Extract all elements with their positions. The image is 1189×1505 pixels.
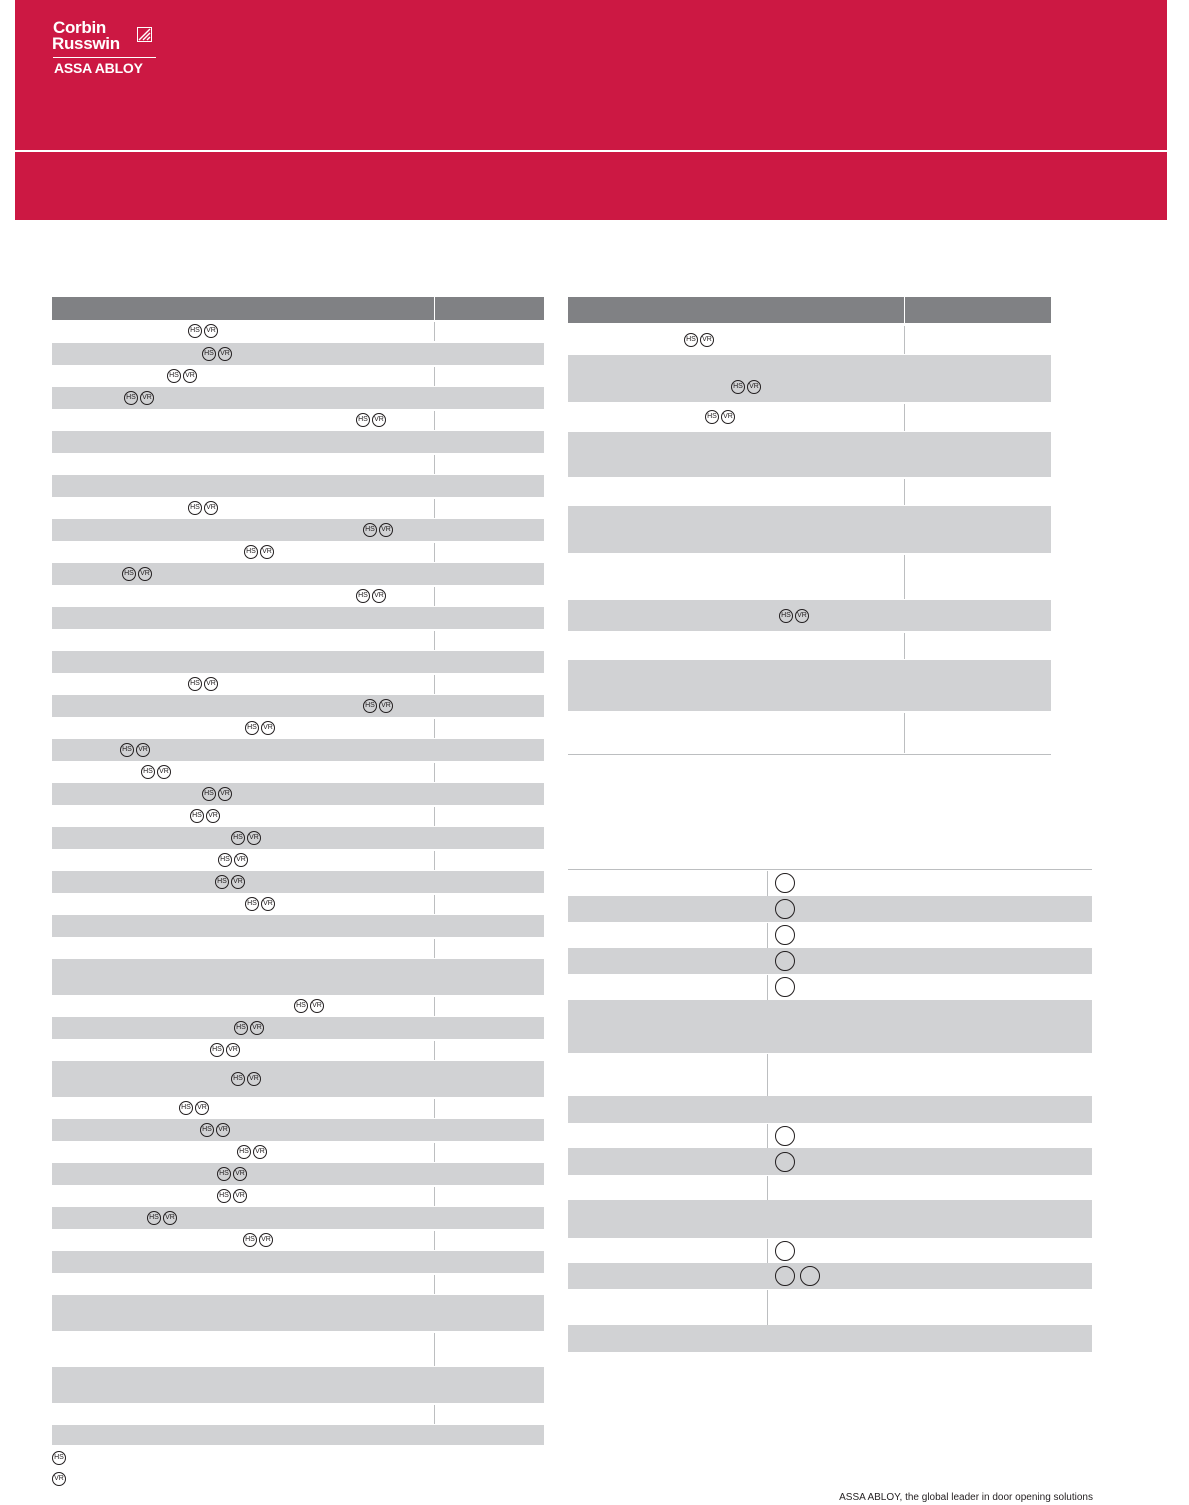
column-divider <box>434 1333 435 1366</box>
column-divider <box>434 543 435 562</box>
hs-icon: HS <box>294 999 308 1013</box>
column-divider <box>434 939 435 958</box>
hs-vr-icons <box>188 501 218 515</box>
vr-icon: VR <box>247 1072 261 1086</box>
table-row <box>568 1148 1092 1175</box>
hs-icon: HS <box>147 1211 161 1225</box>
hs-vr-icons <box>217 1167 247 1181</box>
hs-icon: HS <box>122 567 136 581</box>
table-row <box>52 1017 544 1039</box>
vr-icon: VR <box>138 567 152 581</box>
hs-icon: HS <box>124 391 138 405</box>
hs-vr-icons <box>202 347 232 361</box>
empty-circle-marker <box>775 1152 795 1172</box>
hs-icon: HS <box>188 501 202 515</box>
hs-vr-icons <box>731 380 761 394</box>
table-row <box>52 1119 544 1141</box>
empty-circle-marker <box>775 977 795 997</box>
hs-icon: HS <box>705 410 719 424</box>
hs-vr-icons <box>179 1101 209 1115</box>
hs-vr-icons <box>705 410 735 424</box>
vr-icon: VR <box>136 743 150 757</box>
empty-circle-marker <box>775 925 795 945</box>
column-divider <box>904 479 905 505</box>
vr-icon: VR <box>247 831 261 845</box>
table-row <box>52 607 544 629</box>
vr-icon: VR <box>204 324 218 338</box>
table-row <box>568 1325 1092 1352</box>
column-divider <box>434 763 435 782</box>
table-row <box>52 497 544 519</box>
table-row <box>568 1053 1092 1096</box>
table-row <box>52 585 544 607</box>
hs-icon: HS <box>210 1043 224 1057</box>
table-row <box>52 431 544 453</box>
column-divider <box>434 322 435 341</box>
vr-icon: VR <box>157 765 171 779</box>
hs-vr-icons <box>231 831 261 845</box>
vr-icon: VR <box>206 809 220 823</box>
hs-vr-icons <box>188 677 218 691</box>
vr-icon: VR <box>140 391 154 405</box>
hs-vr-icons <box>234 1021 264 1035</box>
column-divider <box>434 895 435 914</box>
table-row <box>52 871 544 893</box>
table-row <box>52 651 544 673</box>
table-row <box>52 1163 544 1185</box>
table-row <box>568 324 1051 355</box>
hs-icon: HS <box>684 333 698 347</box>
table-row <box>52 1097 544 1119</box>
column-divider <box>767 1124 768 1148</box>
column-divider <box>904 633 905 659</box>
hs-vr-icons <box>167 369 197 383</box>
hs-vr-icons <box>294 999 324 1013</box>
vr-icon: VR <box>747 380 761 394</box>
column-divider <box>767 975 768 1000</box>
table-row <box>568 974 1092 1000</box>
hs-vr-icons <box>779 609 809 623</box>
hs-vr-icons <box>200 1123 230 1137</box>
table-header <box>52 297 544 320</box>
vr-icon: VR <box>372 589 386 603</box>
vr-icon: VR <box>310 999 324 1013</box>
vr-icon: VR <box>250 1021 264 1035</box>
column-divider <box>767 1239 768 1263</box>
hs-vr-icons <box>217 1189 247 1203</box>
hs-icon: HS <box>243 1233 257 1247</box>
column-divider <box>434 1041 435 1060</box>
hs-icon: HS <box>215 875 229 889</box>
table-row <box>52 320 544 342</box>
hs-icon: HS <box>234 1021 248 1035</box>
vr-icon: VR <box>183 369 197 383</box>
table-row <box>52 343 544 365</box>
hs-vr-icons <box>147 1211 177 1225</box>
logo-mark-icon <box>137 27 152 42</box>
hs-icon: HS <box>120 743 134 757</box>
column-divider <box>434 807 435 826</box>
table-row <box>568 631 1051 660</box>
table-row <box>568 506 1051 553</box>
column-divider <box>434 1187 435 1206</box>
hs-vr-icons <box>188 324 218 338</box>
hs-icon: HS <box>245 721 259 735</box>
table-row <box>52 541 544 563</box>
table-row <box>568 711 1051 754</box>
column-divider <box>434 587 435 606</box>
column-divider <box>434 1099 435 1118</box>
hs-icon: HS <box>244 545 258 559</box>
vr-icon: VR <box>259 1233 273 1247</box>
vr-icon: VR <box>372 413 386 427</box>
vr-icon: VR <box>721 410 735 424</box>
hs-vr-icons <box>124 391 154 405</box>
table-row <box>568 1289 1092 1325</box>
vr-icon: VR <box>163 1211 177 1225</box>
table-row <box>568 1263 1092 1289</box>
hs-vr-icons <box>684 333 714 347</box>
table-row <box>568 553 1051 600</box>
empty-circle-marker <box>775 1266 795 1286</box>
hs-icon: HS <box>217 1167 231 1181</box>
vr-icon: VR <box>218 347 232 361</box>
table-row <box>52 827 544 849</box>
table-row <box>52 959 544 995</box>
hs-icon: HS <box>188 677 202 691</box>
column-divider <box>434 1405 435 1424</box>
table-row <box>52 1367 544 1403</box>
column-divider <box>767 1054 768 1096</box>
table-row <box>52 893 544 915</box>
vr-icon: VR <box>231 875 245 889</box>
table-row <box>568 1096 1092 1123</box>
table-row <box>568 1200 1092 1238</box>
vr-icon: VR <box>379 699 393 713</box>
table-row <box>568 600 1051 631</box>
table-row <box>568 402 1051 432</box>
hs-vr-icons <box>120 743 150 757</box>
hs-vr-icons <box>243 1233 273 1247</box>
hs-icon: HS <box>200 1123 214 1137</box>
vr-icon: VR <box>795 609 809 623</box>
table-row <box>52 1403 544 1425</box>
column-divider <box>904 297 905 323</box>
column-divider <box>767 923 768 948</box>
table-row <box>52 519 544 541</box>
table-row <box>52 1295 544 1331</box>
table-row <box>568 1000 1092 1053</box>
table-row <box>52 761 544 783</box>
column-divider <box>434 631 435 650</box>
table-row <box>52 1207 544 1229</box>
hs-vr-icons <box>245 897 275 911</box>
vr-icon: VR <box>233 1189 247 1203</box>
table-row <box>568 1175 1092 1200</box>
column-divider <box>767 1290 768 1325</box>
hs-icon: HS <box>363 523 377 537</box>
table-row <box>52 365 544 387</box>
hs-vr-icons <box>231 1072 261 1086</box>
table-row <box>52 1331 544 1367</box>
vr-icon: VR <box>234 853 248 867</box>
vr-icon: VR <box>204 501 218 515</box>
vr-icon: VR <box>379 523 393 537</box>
logo-text-assa-abloy: ASSA ABLOY <box>54 60 143 76</box>
table-row <box>52 453 544 475</box>
vr-icon: VR <box>700 333 714 347</box>
hs-vr-icons <box>122 567 152 581</box>
hs-icon: HS <box>363 699 377 713</box>
column-divider <box>767 871 768 896</box>
empty-circle-marker <box>775 899 795 919</box>
hs-icon: HS <box>237 1145 251 1159</box>
vr-icon: VR <box>204 677 218 691</box>
column-divider <box>434 1275 435 1294</box>
column-divider <box>434 675 435 694</box>
table-row <box>568 432 1051 477</box>
hs-vr-icons <box>363 699 393 713</box>
column-divider <box>904 326 905 354</box>
table-row <box>568 896 1092 922</box>
hs-icon: HS <box>356 589 370 603</box>
vr-icon: VR <box>253 1145 267 1159</box>
hs-icon: HS <box>188 324 202 338</box>
column-divider <box>434 455 435 474</box>
column-divider <box>434 499 435 518</box>
legend-hs-icon: HS <box>52 1451 66 1465</box>
table-row <box>52 783 544 805</box>
column-divider <box>434 411 435 430</box>
table-row <box>568 922 1092 948</box>
table-row <box>52 937 544 959</box>
footer-tagline: ASSA ABLOY, the global leader in door opening solutions <box>839 1492 1093 1503</box>
table-row <box>52 409 544 431</box>
hs-vr-icons <box>218 853 248 867</box>
table-row <box>52 629 544 651</box>
table-row <box>568 1123 1092 1148</box>
table-row <box>568 870 1092 896</box>
vr-icon: VR <box>261 897 275 911</box>
vr-icon: VR <box>260 545 274 559</box>
table-row <box>568 660 1051 711</box>
hs-vr-icons <box>141 765 171 779</box>
hs-icon: HS <box>218 853 232 867</box>
table-row <box>52 805 544 827</box>
table-header <box>568 297 1051 323</box>
column-divider <box>904 555 905 599</box>
column-divider <box>434 1231 435 1250</box>
table-row <box>568 477 1051 506</box>
table-row <box>52 1229 544 1251</box>
empty-circle-marker <box>775 873 795 893</box>
logo-divider <box>53 57 156 58</box>
hs-icon: HS <box>731 380 745 394</box>
hs-vr-icons <box>244 545 274 559</box>
logo-text-corbin: Corbin <box>53 18 106 37</box>
table-row <box>52 673 544 695</box>
table-row <box>568 948 1092 974</box>
hs-vr-icons <box>356 589 386 603</box>
column-divider <box>904 404 905 431</box>
header-banner <box>15 0 1167 220</box>
table-row <box>52 717 544 739</box>
table-row <box>52 915 544 937</box>
column-divider <box>904 713 905 753</box>
hs-icon: HS <box>779 609 793 623</box>
column-divider <box>434 997 435 1016</box>
hs-vr-icons <box>190 809 220 823</box>
empty-circle-marker <box>775 951 795 971</box>
column-divider <box>434 1143 435 1162</box>
hs-vr-icons <box>363 523 393 537</box>
hs-vr-icons <box>202 787 232 801</box>
table-row <box>52 1039 544 1061</box>
table-row <box>52 849 544 871</box>
column-divider <box>434 297 435 320</box>
table-row <box>568 1238 1092 1263</box>
hs-icon: HS <box>202 787 216 801</box>
table-row <box>52 695 544 717</box>
table-row <box>52 1273 544 1295</box>
corbin-russwin-logo <box>52 18 143 76</box>
hs-icon: HS <box>190 809 204 823</box>
table-row <box>52 1061 544 1097</box>
vr-icon: VR <box>195 1101 209 1115</box>
empty-circle-marker <box>800 1266 820 1286</box>
table-row <box>568 355 1051 402</box>
hs-icon: HS <box>167 369 181 383</box>
hs-vr-icons <box>237 1145 267 1159</box>
empty-circle-marker <box>775 1241 795 1261</box>
column-divider <box>434 851 435 870</box>
hs-vr-icons <box>215 875 245 889</box>
hs-icon: HS <box>202 347 216 361</box>
vr-icon: VR <box>226 1043 240 1057</box>
column-divider <box>434 367 435 386</box>
hs-icon: HS <box>141 765 155 779</box>
hs-icon: HS <box>231 1072 245 1086</box>
hs-icon: HS <box>231 831 245 845</box>
banner-divider <box>15 150 1167 152</box>
vr-icon: VR <box>216 1123 230 1137</box>
empty-circle-marker <box>775 1126 795 1146</box>
legend-vr-icon: VR <box>52 1472 66 1486</box>
hs-icon: HS <box>179 1101 193 1115</box>
table-row <box>52 475 544 497</box>
hs-icon: HS <box>217 1189 231 1203</box>
logo-text-russwin: Russwin <box>52 34 120 53</box>
hs-vr-icons <box>356 413 386 427</box>
table-row <box>52 1141 544 1163</box>
hs-vr-icons <box>210 1043 240 1057</box>
hs-icon: HS <box>245 897 259 911</box>
table-row <box>52 1251 544 1273</box>
table-row <box>52 1425 544 1445</box>
vr-icon: VR <box>261 721 275 735</box>
column-divider <box>434 719 435 738</box>
table-row <box>52 1185 544 1207</box>
table-bottom-rule <box>568 754 1051 755</box>
hs-icon: HS <box>356 413 370 427</box>
column-divider <box>767 1176 768 1200</box>
vr-icon: VR <box>218 787 232 801</box>
vr-icon: VR <box>233 1167 247 1181</box>
hs-vr-icons <box>245 721 275 735</box>
